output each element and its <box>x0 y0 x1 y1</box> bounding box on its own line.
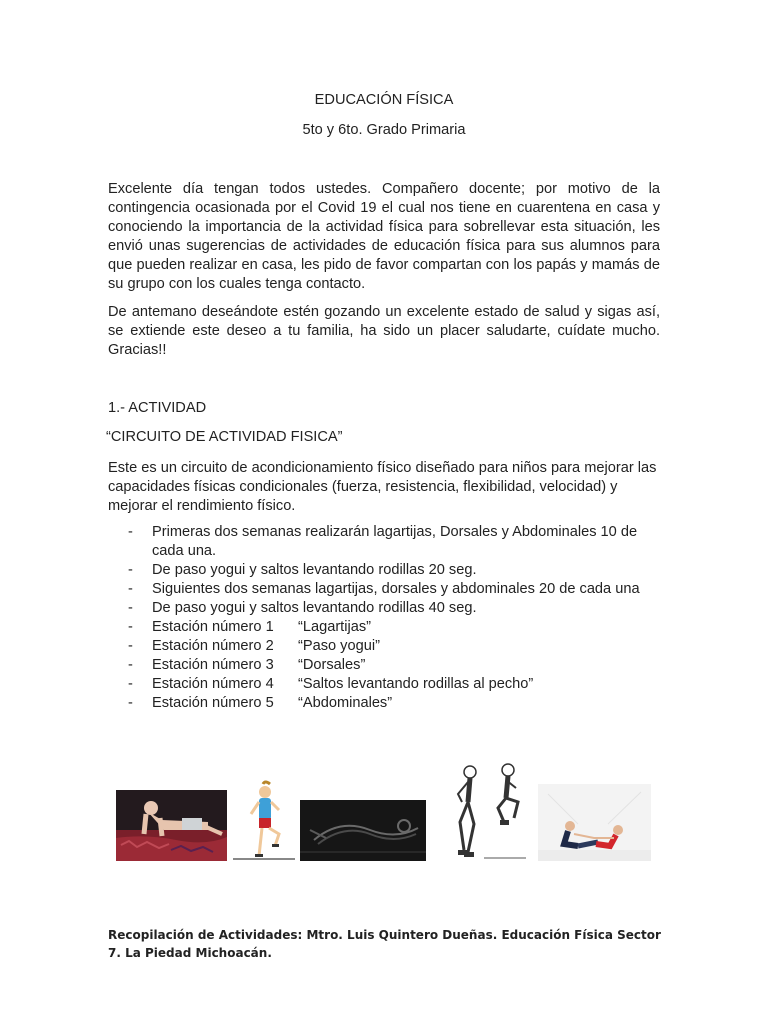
page-subtitle: 5to y 6to. Grado Primaria <box>302 122 466 138</box>
yogi-step-illustration <box>229 770 298 861</box>
station-label: Estación número 5 <box>152 695 274 711</box>
knee-jump-illustration <box>434 762 530 861</box>
station-item <box>108 675 660 694</box>
list-bullet: - <box>128 619 133 635</box>
list-bullet: - <box>128 581 133 597</box>
list-item <box>108 523 660 561</box>
footer-credit: Recopilación de Actividades: Mtro. Luis Quintero Dueñas. Educación Física Sector 7. La Piedad Michoacán. <box>108 928 661 960</box>
activity-description: Este es un circuito de acondicionamiento físico diseñado para niños para mejorar las capacidades físicas condicionales (fuerza, resistencia, flexibilidad, velocidad) y mejorar el rendimiento físico. <box>108 460 657 514</box>
list-bullet: - <box>128 676 133 692</box>
list-item <box>108 599 660 618</box>
intro-paragraph-1: Excelente día tengan todos ustedes. Compañero docente; por motivo de la contingencia ocasionada por el Covid 19 el cual nos tiene en cuarentena en casa y conociendo la importancia de la actividad física para sobrellevar esta situación, les envió unas sugerencias de actividades de educación física para sus alumnos para que pueden realizar en casa, les pido de favor compartan con los papás y mamás de su grupo con los cuales tenga contacto. <box>108 181 660 292</box>
activity-list <box>108 523 660 713</box>
list-item-text: De paso yogui y saltos levantando rodillas 20 seg. <box>152 562 477 578</box>
list-bullet: - <box>128 600 133 616</box>
station-item <box>108 656 660 675</box>
station-item <box>108 637 660 656</box>
station-label: Estación número 1 <box>152 619 274 635</box>
list-bullet: - <box>128 638 133 654</box>
page-title: EDUCACIÓN FÍSICA <box>314 92 454 108</box>
list-item <box>108 561 660 580</box>
activity-name: “CIRCUITO DE ACTIVIDAD FISICA” <box>106 429 343 445</box>
activity-number: 1.- ACTIVIDAD <box>108 400 207 416</box>
station-label: Estación número 3 <box>152 657 274 673</box>
station-exercise: “Abdominales” <box>298 695 393 711</box>
list-bullet: - <box>128 524 133 540</box>
station-label: Estación número 4 <box>152 676 274 692</box>
list-item-text: Siguientes dos semanas lagartijas, dorsales y abdominales 20 de cada una <box>152 581 640 597</box>
intro-paragraph-2: De antemano deseándote estén gozando un excelente estado de salud y sigas así, se extiende este deseo a tu familia, ha sido un placer saludarte, cuídate mucho. Gracias!! <box>108 304 660 358</box>
station-exercise: “Dorsales” <box>298 657 366 673</box>
pushup-photo <box>116 790 227 861</box>
dorsales-illustration <box>300 800 426 861</box>
list-bullet: - <box>128 657 133 673</box>
list-bullet: - <box>128 562 133 578</box>
station-exercise: “Lagartijas” <box>298 619 371 635</box>
station-item <box>108 694 660 713</box>
station-item <box>108 618 660 637</box>
list-bullet: - <box>128 695 133 711</box>
list-item <box>108 580 660 599</box>
station-label: Estación número 2 <box>152 638 274 654</box>
station-exercise: “Paso yogui” <box>298 638 380 654</box>
abdominales-photo <box>538 784 651 861</box>
list-item-text: De paso yogui y saltos levantando rodillas 40 seg. <box>152 600 477 616</box>
list-item-text: Primeras dos semanas realizarán lagartijas, Dorsales y Abdominales 10 de cada una. <box>152 524 638 559</box>
station-exercise: “Saltos levantando rodillas al pecho” <box>298 676 534 692</box>
